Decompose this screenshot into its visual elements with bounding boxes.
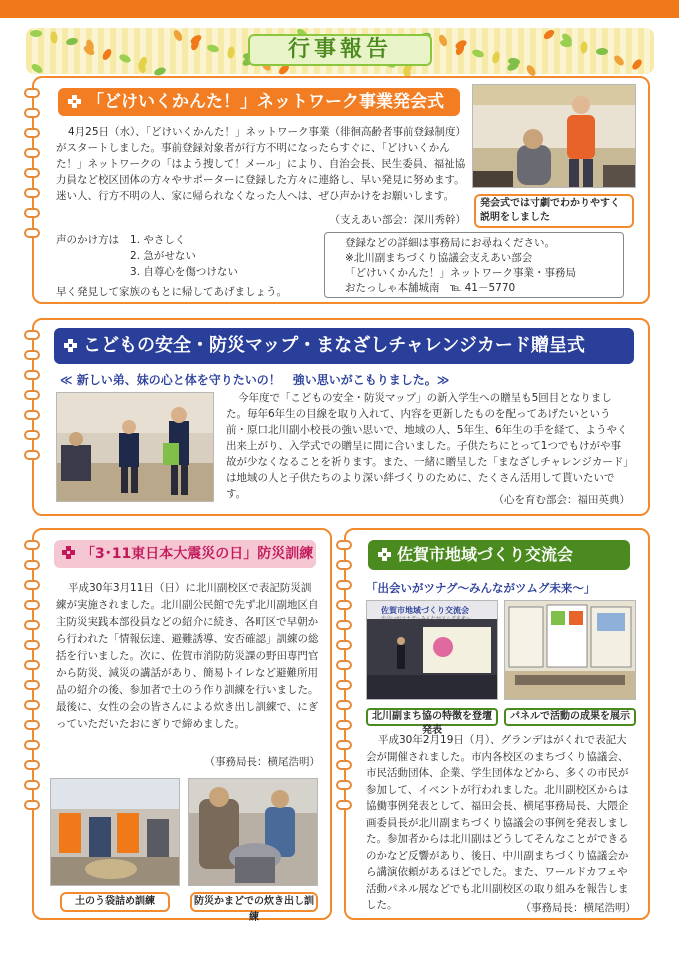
section2-heading (54, 328, 634, 364)
photo-sandbag-training (50, 778, 180, 886)
photo-stage-presentation (366, 600, 498, 700)
section4-title: 佐賀市地域づくり交流会 (397, 545, 574, 564)
leaf-decoration (30, 30, 42, 37)
cross-mark-icon (378, 548, 391, 561)
section4-caption-1: 北川副まち協の特徴を登壇発表 (366, 708, 498, 726)
section1-signature: （支えあい部会：深川秀幹） (329, 214, 466, 226)
binder-rings (24, 88, 42, 248)
voice-label: 声のかけ方は (56, 234, 119, 246)
section3-caption-2: 防災かまどでの炊き出し訓練 (190, 892, 318, 912)
voice-item-3: 3. 自尊心を傷つけない (130, 266, 238, 278)
section4-caption-2: パネルで活動の成果を展示 (504, 708, 636, 726)
info-box (324, 232, 624, 298)
top-color-bar (0, 0, 679, 18)
binder-rings (24, 330, 42, 470)
photo-launch-ceremony (472, 84, 636, 188)
section1-heading (58, 88, 460, 116)
photo-cooking-art (189, 779, 318, 886)
section2-subtitle: ≪ 新しい弟、妹の心と体を守りたいの！ 強い思いがこもりました。≫ (60, 373, 450, 387)
voice-item-2: 2. 急がせない (130, 250, 196, 262)
cross-mark-icon (68, 95, 81, 108)
section1-title: 「どけいくかんた！」ネットワーク事業発会式 (87, 92, 444, 112)
section4-subtitle: 「出会いがツナグ～みんながツムグ未来～」 (366, 581, 596, 595)
section3-signature: （事務局長：横尾浩明） (204, 756, 320, 768)
binder-rings (336, 540, 354, 820)
photo-map-presentation-art (57, 393, 214, 502)
section3-caption-1: 土のう袋詰め訓練 (60, 892, 170, 912)
section1-photo-caption: 発会式では寸劇でわかりやすく説明をしました (474, 194, 634, 228)
slide-text-2: 出会いがツナグ～みんながツムグ未来～ (381, 616, 471, 622)
photo-cooking-training (188, 778, 318, 886)
photo-panel-exhibit (504, 600, 636, 700)
section4-signature: （事務局長：横尾浩明） (520, 902, 636, 914)
page-title: 行事報告 (248, 34, 432, 66)
info-line-2: ※北川副まちづくり協議会支えあい部会 (345, 252, 533, 264)
section2-body: 今年度で「こどもの安全・防災マップ」の新入学生への贈呈も5回目となりました。毎年6年生の目線を取り入れて、内容を更新したものを配ってあげたいという前・原口北川副小校長の強い思いで、地域の人、5年生、6年生の手を経て、ようやく出来上がり、入学式での贈呈に間に合いました。子供たちにとって1つでもけがや事故が少なくなることを祈ります。また、一緒に贈呈した「まなざしチャレンジカード」は地域の人と子供たちのより深い絆づくりのために、たくさん活用して貰いたいです。 (226, 392, 629, 500)
section1-body: 4月25日（水）、「どけいくかんた！」ネットワーク事業（徘徊高齢者事前登録制度）がスタートしました。事前登録対象者が行方不明になったらすぐに、「どけいくかんた！」ネットワークの「はよう捜して！メール」により、自治会長、民生委員、福祉協力員など校区団体の方々やサポーターに登録した方々に連絡し、早い発見に努めます。迷い人、行方不明の人、家に帰られなくなった人へは、ぜひ声かけをお願いします。 (56, 126, 467, 202)
cross-mark-icon (64, 339, 77, 352)
photo-sandbag-art (51, 779, 180, 886)
section4-body: 平成30年2月19日（月）、グランデはがくれで表記大会が開催されました。市内各校区のまちづくり協議会、市民活動団体、企業、学生団体などから、多くの市民が参加して、イベントが行われました。北川副校区からは協働事例発表として、福田会長、横尾事務局長、大隈企画委員長が北川副まちづくり協議会の事例を発表しました。参加者からは北川副はどうしてそんなことができるのかなど反響があり、後日、中川副まちづくり協議会から講演依頼があるほどでした。また、ワールドカフェや活動パネル展などでも北川副校区の取り組みを報告しました。 (366, 734, 629, 911)
section3-body: 平成30年3月11日（日）に北川副校区で表記防災訓練が実施されました。北川副公民館で先ず北川副地区自主防災実践本部役員などの紹介に続き、各町区で早朝から行われた「情報伝達、避難誘導、安否確認」訓練の総括を行いました。次に、佐賀市消防防災課の野田専門官から防災、減災の講話があり、簡易トイレなど避難所用品の紹介の後、参加者で土のう作り訓練を行いました。最後に、女性の会の皆さんによる炊き出し訓練で、にぎっていただいたおにぎりで締めました。 (56, 582, 319, 730)
voice-item-1: 1. やさしく (130, 234, 186, 246)
cross-mark-icon (62, 546, 75, 559)
section2-signature: （心を育む部会：福田英典） (493, 494, 630, 506)
section4-heading (368, 540, 630, 570)
section3-title: 「3･11東日本大震災の日」防災訓練 (81, 546, 314, 562)
section3-heading (54, 540, 316, 568)
slide-text: 佐賀市地域づくり交流会 (381, 606, 469, 615)
photo-panel-art (505, 601, 636, 700)
photo-launch-ceremony-art (473, 85, 636, 188)
binder-rings (24, 540, 42, 820)
info-line-3: 「どけいくかんた！」ネットワーク事業・事務局 (345, 267, 576, 279)
photo-map-presentation (56, 392, 214, 502)
section2-title: こどもの安全・防災マップ・まなざしチャレンジカード贈呈式 (83, 335, 585, 356)
info-line-4: おたっしゃ本舗城南 ℡ 41－5770 (345, 282, 516, 294)
section1-closing: 早く発見して家族のもとに帰してあげましょう。 (56, 286, 287, 298)
info-line-1: 登録などの詳細は事務局にお尋ねください。 (345, 237, 555, 249)
